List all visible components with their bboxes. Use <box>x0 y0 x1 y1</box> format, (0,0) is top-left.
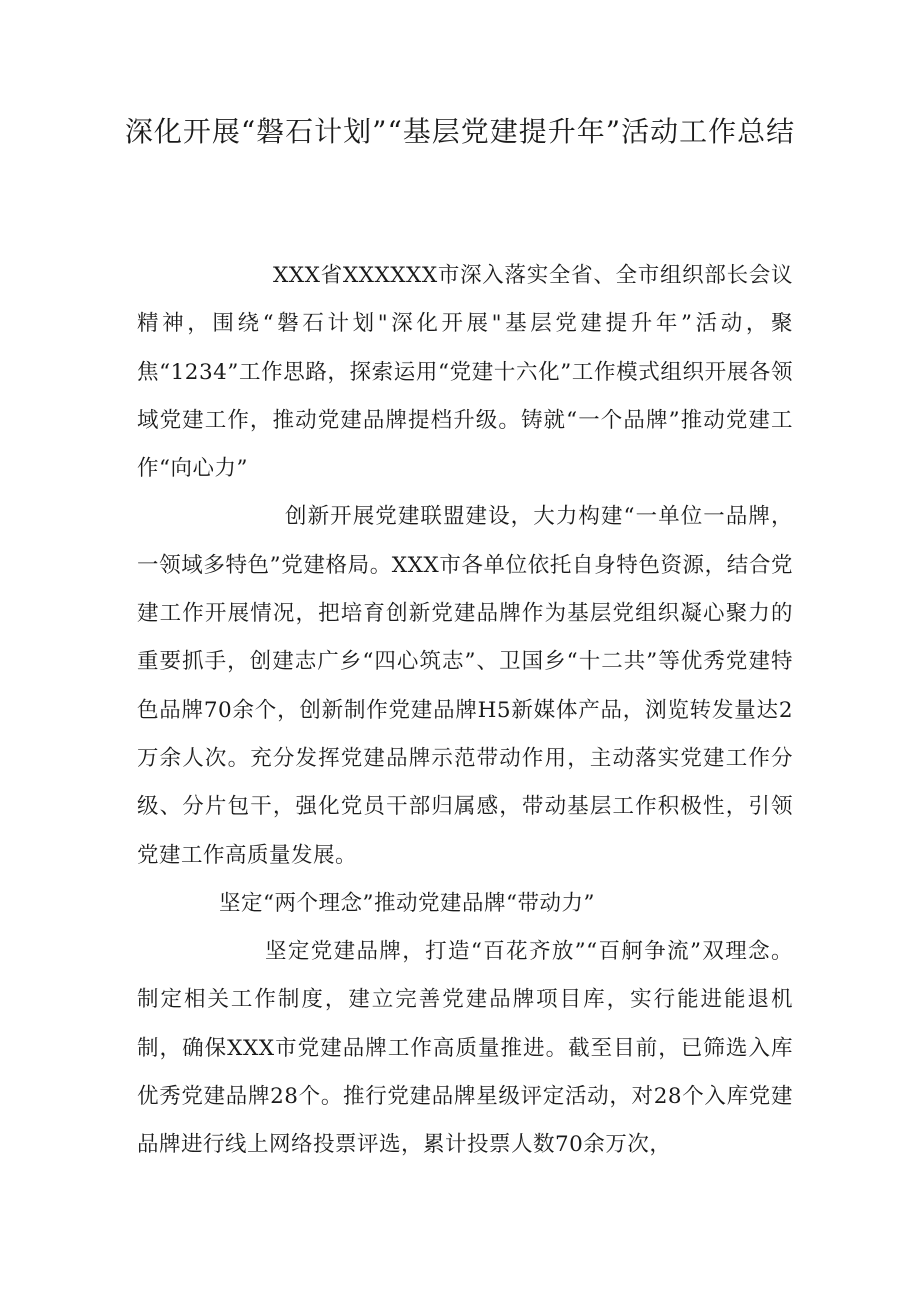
paragraph-brand-concept: 坚定党建品牌，打造“百花齐放”“百舸争流”双理念。制定相关工作制度，建立完善党建品牌项目库，实行能进能退机制，确保XXX市党建品牌工作高质量推进。截至目前，已筛选入库优秀党建品牌28个。推行党建品牌星级评定活动，对28个入库党建品牌进行线上网络投票评选，累计投票人数70余万次， <box>137 939 793 1158</box>
section-heading-two-concepts: 坚定“两个理念”推动党建品牌“带动力” <box>219 890 595 916</box>
paragraph-intro: XXX省XXXXXX市深入落实全省、全市组织部长会议精神，围绕“磐石计划"深化开展"基层党建提升年”活动，聚焦“1234”工作思路，探索运用“党建十六化”工作模式组织开展各领域党建工作，推动党建品牌提档升级。铸就“一个品牌”推动党建工作“向心力” <box>137 263 793 482</box>
document-title: 深化开展“磐石计划”“基层党建提升年”活动工作总结 <box>124 115 796 148</box>
paragraph-party-alliance: 创新开展党建联盟建设，大力构建“一单位一品牌，一领域多特色”党建格局。XXX市各单位依托自身特色资源，结合党建工作开展情况，把培育创新党建品牌作为基层党组织凝心聚力的重要抓手，创建志广乡“四心筑志”、卫国乡“十二共”等优秀党建特色品牌70余个，创新制作党建品牌H5新媒体产品，浏览转发量达2万余人次。充分发挥党建品牌示范带动作用，主动落实党建工作分级、分片包干，强化党员干部归属感，带动基层工作积极性，引领党建工作高质量发展。 <box>137 504 793 868</box>
document-body <box>137 252 793 1170</box>
